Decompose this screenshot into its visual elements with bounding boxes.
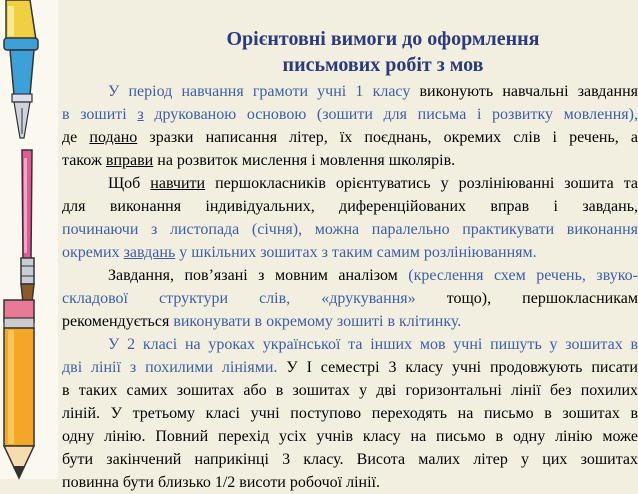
document-body xyxy=(58,80,638,494)
text-line xyxy=(62,195,638,218)
text-segment: виконують навчальні завдання xyxy=(420,83,638,100)
text-segment: (креслення схем речень, звуко- xyxy=(408,267,638,284)
text-line xyxy=(62,218,638,241)
text-segment: ліній. У третьому класі учні поступово переходять на письмо в зошитах в xyxy=(62,405,638,422)
text-line xyxy=(62,149,638,172)
text-segment: Завдання, пов’язані з мовним аналізом xyxy=(108,267,408,284)
text-segment: тощо), першокласникам xyxy=(447,290,638,307)
underlined-word: навчити xyxy=(150,175,205,192)
text-line xyxy=(62,402,638,425)
text-line xyxy=(62,172,638,195)
text-line xyxy=(62,333,638,356)
text-line xyxy=(62,103,638,126)
title-line-2: письмових робіт з мов xyxy=(128,52,638,78)
paragraph-p2 xyxy=(62,172,638,264)
text-segment: дві лінії з похилими лініями. xyxy=(62,359,286,376)
text-segment: бути закінчений наприкінці 3 класу. Висота малих літер у цих зошитах xyxy=(62,451,638,468)
document-page xyxy=(58,0,638,479)
text-segment: одну лінію. Повний перехід усіх учнів класу на письмо в одну лінію може xyxy=(62,428,638,445)
text-segment: першокласників орієнтуватись у розлініюванні зошита та xyxy=(205,175,638,192)
text-line xyxy=(62,287,638,310)
text-segment: повинна бути близько 1/2 висоти робочої лінії. xyxy=(62,474,380,491)
underlined-word: завдань xyxy=(124,244,176,261)
text-segment: складової структури слів, «друкування» xyxy=(62,290,447,307)
paint-brush-icon xyxy=(21,150,34,325)
title-line-1: Орієнтовні вимоги до оформлення xyxy=(128,26,638,52)
text-segment: у шкільних зошитах з таким самим розлініюванням. xyxy=(175,244,536,261)
paragraph-p4 xyxy=(62,333,638,494)
text-line xyxy=(62,356,638,379)
text-line xyxy=(62,471,638,494)
text-segment: зразки написання літер, їх поєднань, окремих слів і речень, а xyxy=(137,129,638,146)
text-line xyxy=(62,241,638,264)
text-line xyxy=(62,126,638,149)
text-line xyxy=(62,379,638,402)
text-segment: окремих xyxy=(62,244,124,261)
text-segment: де xyxy=(62,129,89,146)
text-segment: на розвиток мислення і мовлення школярів. xyxy=(153,152,455,169)
text-line xyxy=(62,264,638,287)
text-segment: в зошиті xyxy=(62,106,137,123)
paragraph-p3 xyxy=(62,264,638,333)
document-title xyxy=(128,26,638,78)
text-segment: друкованою основою (зошити для письма і розвитку мовлення), xyxy=(144,106,638,123)
text-segment: рекомендується xyxy=(62,313,173,330)
underlined-word: подано xyxy=(89,129,137,146)
underlined-word: з xyxy=(137,106,143,123)
text-line xyxy=(62,310,638,333)
decorative-sidebar xyxy=(0,0,58,479)
text-segment: У 2 класі на уроках української та інших мов учні пишуть у зошитах в xyxy=(108,336,638,353)
pencil-icon xyxy=(4,300,34,478)
text-segment: для виконання індивідуальних, диференційованих вправ і завдань, xyxy=(62,198,638,215)
text-line xyxy=(62,425,638,448)
text-segment: виконувати в окремому зошиті в клітинку. xyxy=(173,313,461,330)
fountain-pen-icon xyxy=(4,0,38,138)
text-segment: У період навчання грамоти учні 1 класу xyxy=(108,83,420,100)
text-segment: Щоб xyxy=(108,175,150,192)
text-line xyxy=(62,448,638,471)
text-segment: в таких самих зошитах або в зошитах у дві горизонтальні лінії без похилих xyxy=(62,382,638,399)
text-segment: починаючи з листопада (січня), можна паралельно практикувати виконання xyxy=(62,221,638,238)
stationery-illustration xyxy=(0,0,58,479)
text-segment: також xyxy=(62,152,106,169)
text-segment: У І семестрі 3 класу учні продовжують писати xyxy=(286,359,638,376)
paragraph-p1 xyxy=(62,80,638,172)
underlined-word: вправи xyxy=(106,152,153,169)
text-line xyxy=(62,80,638,103)
